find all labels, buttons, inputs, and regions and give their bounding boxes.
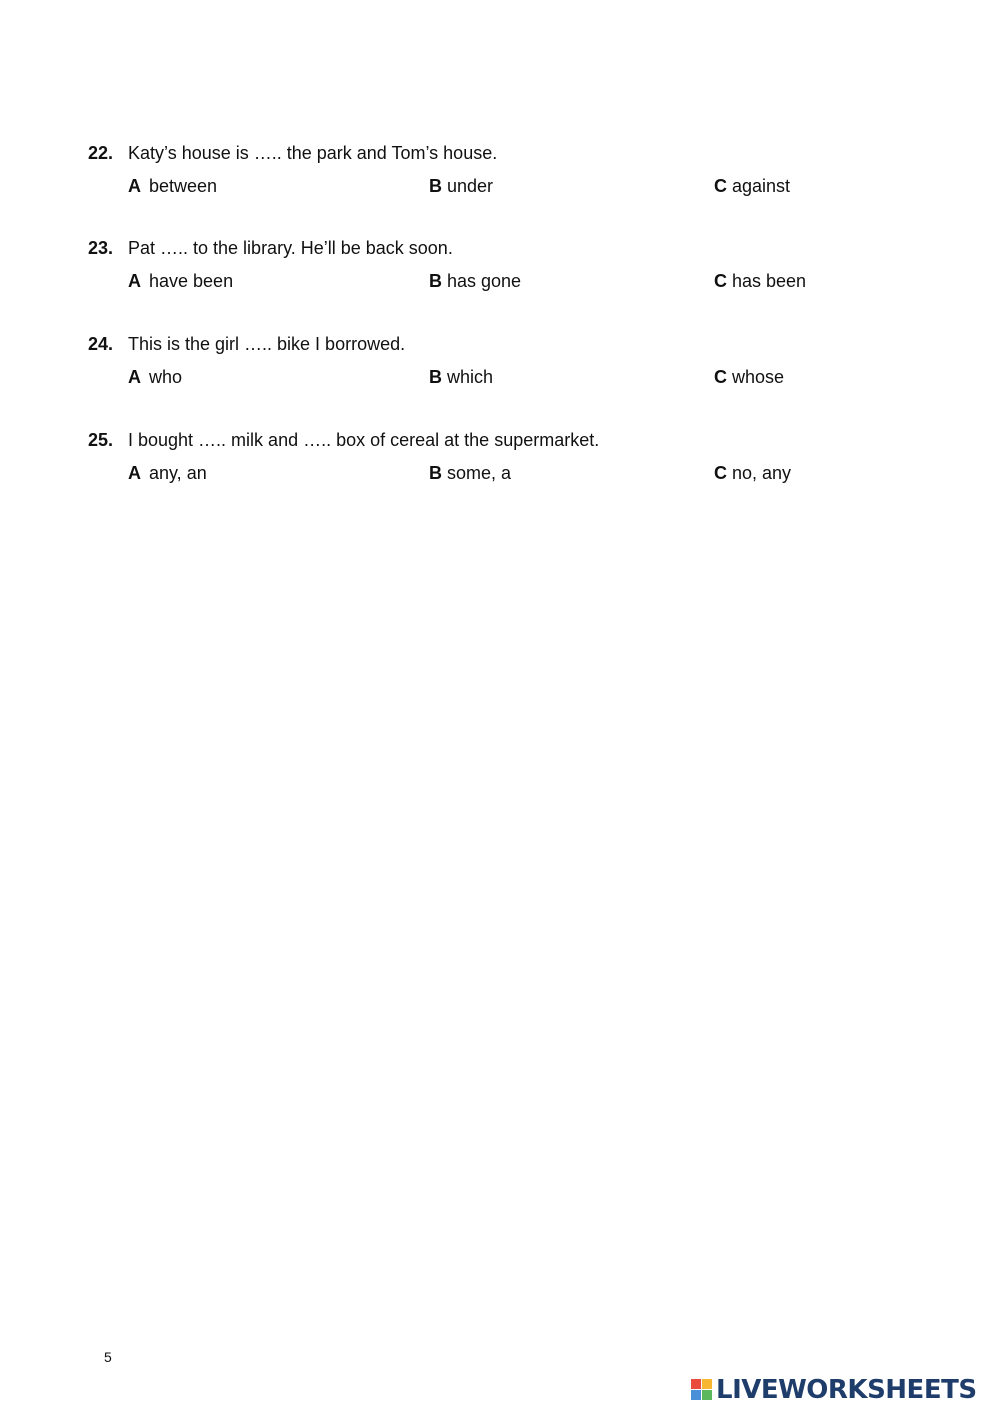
brand-name: LIVEWORKSHEETS: [716, 1375, 977, 1405]
answer-options: [88, 265, 968, 297]
question-number: 25.: [88, 430, 114, 450]
option-letter: C: [714, 176, 727, 196]
option-letter: A: [128, 463, 141, 483]
option-text: has been: [732, 271, 807, 291]
option-text: has gone: [447, 271, 522, 291]
option-b[interactable]: [429, 457, 511, 489]
option-c[interactable]: [714, 265, 806, 297]
option-text: any, an: [149, 463, 207, 483]
option-letter: B: [429, 367, 442, 387]
option-text: no, any: [732, 463, 792, 483]
option-text: have been: [149, 271, 234, 291]
question-24: [88, 329, 968, 393]
question-number: 22.: [88, 143, 114, 163]
question-text: This is the girl ….. bike I borrowed.: [128, 334, 406, 354]
option-text: against: [732, 176, 791, 196]
logo-square: [702, 1390, 712, 1400]
option-letter: A: [128, 271, 141, 291]
option-letter: C: [714, 367, 727, 387]
option-text: under: [447, 176, 494, 196]
option-text: who: [149, 367, 183, 387]
option-c[interactable]: [714, 170, 790, 202]
liveworksheets-logo-icon: [691, 1379, 713, 1401]
option-letter: A: [128, 367, 141, 387]
option-text: whose: [732, 367, 785, 387]
question-text: I bought ….. milk and ….. box of cereal at the supermarket.: [128, 430, 600, 450]
option-letter: B: [429, 271, 442, 291]
option-letter: B: [429, 176, 442, 196]
page-number: 5: [104, 1349, 112, 1365]
question-text: Pat ….. to the library. He’ll be back soon.: [128, 238, 453, 258]
option-letter: C: [714, 271, 727, 291]
question-23: [88, 233, 968, 297]
option-text: between: [149, 176, 218, 196]
option-letter: A: [128, 176, 141, 196]
logo-square: [691, 1390, 701, 1400]
option-a[interactable]: [128, 457, 207, 489]
question-number: 24.: [88, 334, 114, 354]
option-a[interactable]: [128, 361, 182, 393]
logo-square: [691, 1379, 701, 1389]
question-25: [88, 425, 968, 489]
option-text: which: [447, 367, 494, 387]
option-a[interactable]: [128, 265, 233, 297]
option-b[interactable]: [429, 265, 521, 297]
option-text: some, a: [447, 463, 512, 483]
option-letter: C: [714, 463, 727, 483]
option-letter: B: [429, 463, 442, 483]
question-text: Katy’s house is ….. the park and Tom’s house.: [128, 143, 498, 163]
liveworksheets-brand: [691, 1373, 977, 1407]
option-c[interactable]: [714, 361, 784, 393]
logo-square: [702, 1379, 712, 1389]
answer-options: [88, 361, 968, 393]
option-b[interactable]: [429, 170, 493, 202]
question-22: [88, 138, 968, 202]
question-number: 23.: [88, 238, 114, 258]
option-c[interactable]: [714, 457, 791, 489]
option-b[interactable]: [429, 361, 493, 393]
option-a[interactable]: [128, 170, 217, 202]
answer-options: [88, 170, 968, 202]
answer-options: [88, 457, 968, 489]
